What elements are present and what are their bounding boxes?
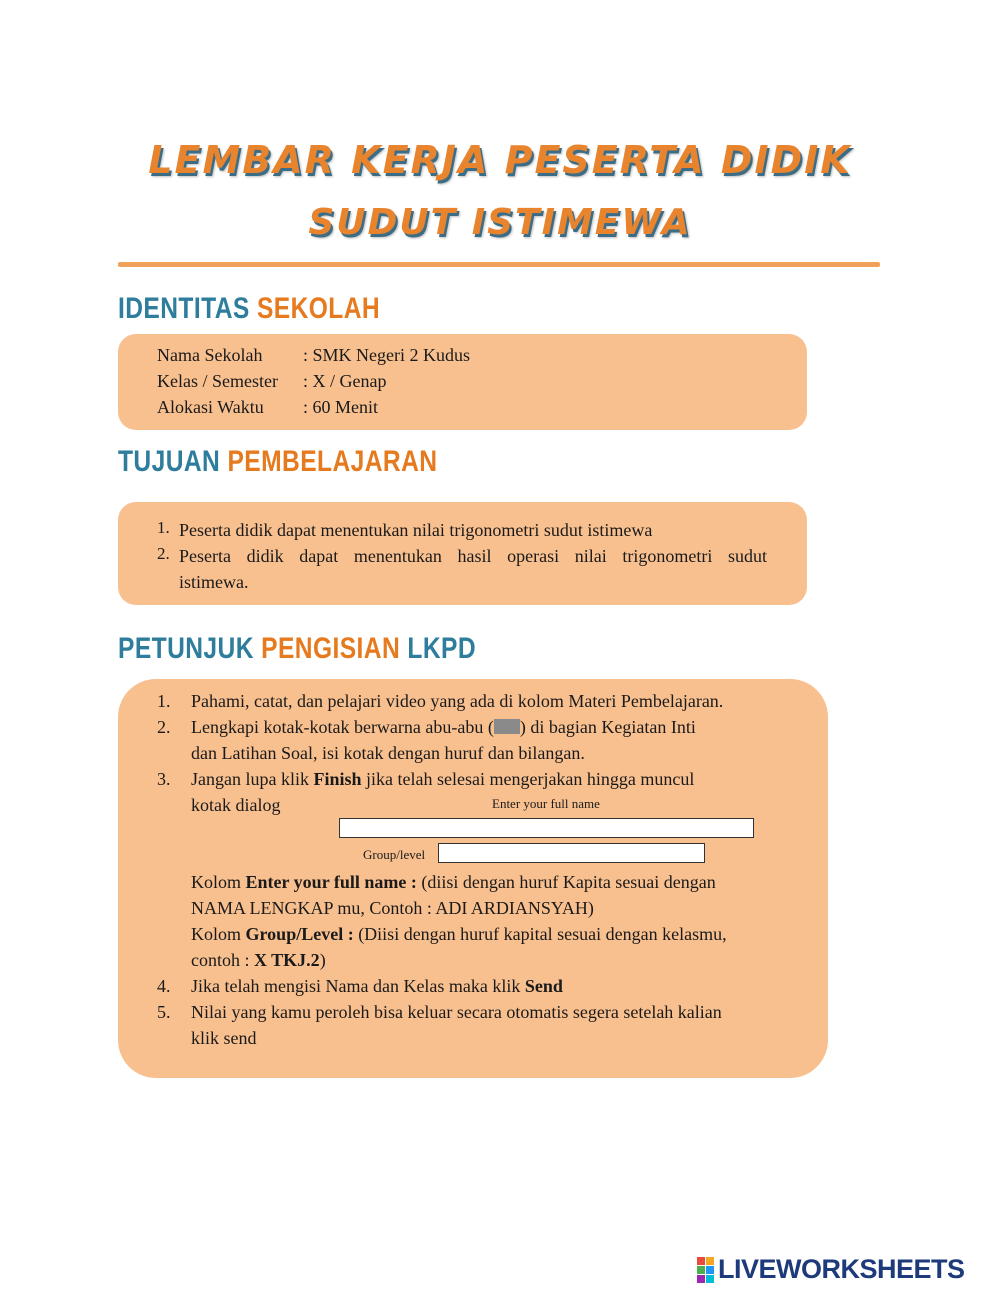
liveworksheets-logo[interactable]	[697, 1254, 965, 1285]
dialog-name-label: Enter your full name	[492, 796, 600, 811]
list-item-cont: istimewa.	[179, 572, 249, 592]
note-line: contoh : X TKJ.2)	[191, 950, 326, 970]
list-item: Peserta didik dapat menentukan hasil operasi nilai trigonometri sudut	[179, 546, 767, 566]
list-item-cont: dan Latihan Soal, isi kotak dengan huruf dan bilangan.	[191, 743, 585, 763]
list-number: 1.	[157, 691, 171, 711]
dialog-group-label: Group/level	[363, 847, 426, 862]
identitas-heading: IDENTITAS SEKOLAH	[118, 292, 381, 325]
liveworksheets-brand: LIVEWORKSHEETS	[718, 1254, 965, 1284]
page-subtitle: SUDUT ISTIMEWA	[308, 202, 692, 243]
list-item: Peserta didik dapat menentukan nilai trigonometri sudut istimewa	[179, 520, 653, 540]
list-number: 1.	[157, 518, 170, 537]
identitas-label: Alokasi Waktu	[157, 397, 264, 417]
list-number: 5.	[157, 1002, 171, 1022]
note-line: NAMA LENGKAP mu, Contoh : ADI ARDIANSYAH)	[191, 898, 594, 918]
identitas-value: : SMK Negeri 2 Kudus	[303, 345, 470, 365]
dialog-name-input[interactable]	[339, 818, 754, 838]
list-number: 2.	[157, 544, 170, 563]
list-item: Lengkapi kotak-kotak berwarna abu-abu ( ) di bagian Kegiatan Inti	[191, 717, 696, 737]
identitas-value: : X / Genap	[303, 371, 387, 391]
note-line: Kolom Group/Level : (Diisi dengan huruf kapital sesuai dengan kelasmu,	[191, 924, 727, 944]
grey-box-icon	[494, 719, 520, 734]
list-item: Jangan lupa klik Finish jika telah selesai mengerjakan hingga muncul	[191, 769, 695, 789]
list-item-cont: kotak dialog	[191, 795, 281, 815]
petunjuk-heading: PETUNJUK PENGISIAN LKPD	[118, 632, 477, 665]
liveworksheets-icon	[697, 1257, 714, 1283]
title-divider	[118, 262, 880, 267]
identitas-label: Nama Sekolah	[157, 345, 263, 365]
page-title: LEMBAR KERJA PESERTA DIDIK	[148, 138, 852, 182]
list-item-cont: klik send	[191, 1028, 257, 1048]
list-number: 2.	[157, 717, 171, 737]
list-number: 4.	[157, 976, 171, 996]
list-item: Nilai yang kamu peroleh bisa keluar secara otomatis segera setelah kalian	[191, 1002, 722, 1022]
list-item: Pahami, catat, dan pelajari video yang ada di kolom Materi Pembelajaran.	[191, 691, 724, 711]
dialog-group-input[interactable]	[438, 843, 705, 863]
tujuan-heading: TUJUAN PEMBELAJARAN	[118, 445, 438, 478]
identitas-label: Kelas / Semester	[157, 371, 278, 391]
identitas-value: : 60 Menit	[303, 397, 378, 417]
list-number: 3.	[157, 769, 171, 789]
note-line: Kolom Enter your full name : (diisi dengan huruf Kapita sesuai dengan	[191, 872, 716, 892]
list-item: Jika telah mengisi Nama dan Kelas maka klik Send	[191, 976, 563, 996]
